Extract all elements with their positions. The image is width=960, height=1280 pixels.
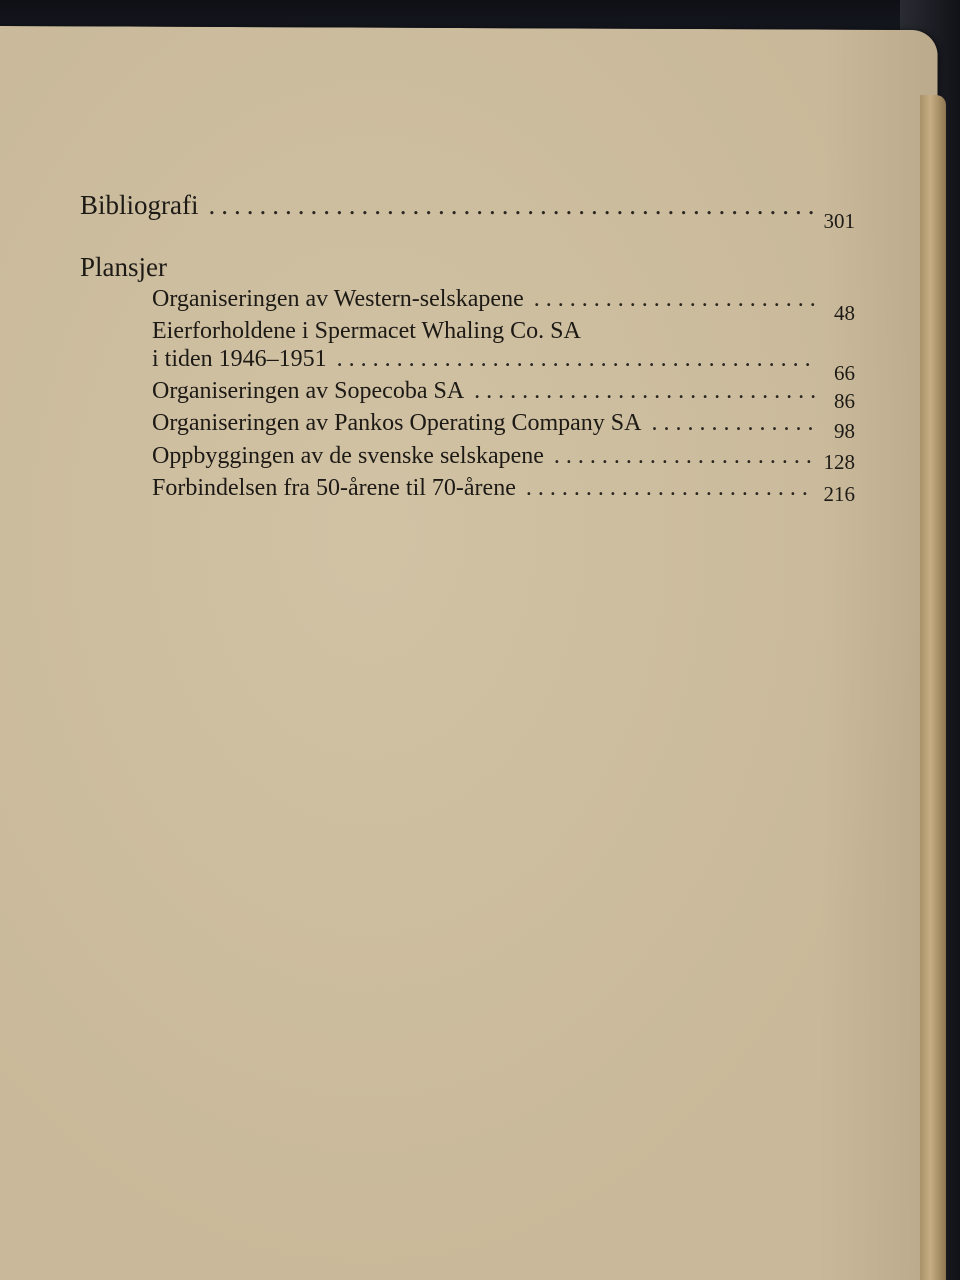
toc-entry-bibliografi [80,190,855,233]
toc-entry-title: Oppbyggingen av de svenske selskapene [152,443,544,469]
toc-entry-title-continuation: i tiden 1946–1951 [152,346,327,372]
toc-entry-page: 128 [823,450,855,474]
dot-leader [474,378,815,405]
dot-leader [337,346,815,373]
toc-entry-title: Organiseringen av Pankos Operating Company SA [152,410,642,436]
dot-leader [554,443,815,470]
toc-entry-page: 301 [823,209,855,233]
toc-entry-sopecoba [152,378,855,413]
toc-entry-page: 48 [834,301,855,325]
dot-leader [526,475,815,502]
section-heading: Plansjer [80,252,167,282]
toc-entry-page: 86 [834,389,855,413]
toc-entry-page: 98 [834,419,855,443]
toc-entry-page: 216 [823,482,855,506]
section-heading-plansjer [80,252,167,283]
toc-entry-svenske [152,443,855,474]
toc-entry-forbindelsen [152,475,855,506]
toc-entry-title: Forbindelsen fra 50-årene til 70-årene [152,475,516,501]
toc-entry-title: Organiseringen av Sopecoba SA [152,378,465,404]
dot-leader [651,410,815,437]
toc-entry-spermacet-line2 [152,346,855,385]
toc-entry-western [152,286,855,325]
toc-entry-spermacet-line1 [152,318,581,345]
dot-leader [534,286,815,313]
toc-entry-title: Bibliografi [80,190,199,220]
toc-entry-pankos [152,410,855,443]
toc-entry-title: Organiseringen av Western-selskapene [152,286,524,312]
toc-entry-page: 66 [834,361,855,385]
dot-leader [208,190,815,221]
toc-entry-title: Eierforholdene i Spermacet Whaling Co. SA [152,318,581,344]
